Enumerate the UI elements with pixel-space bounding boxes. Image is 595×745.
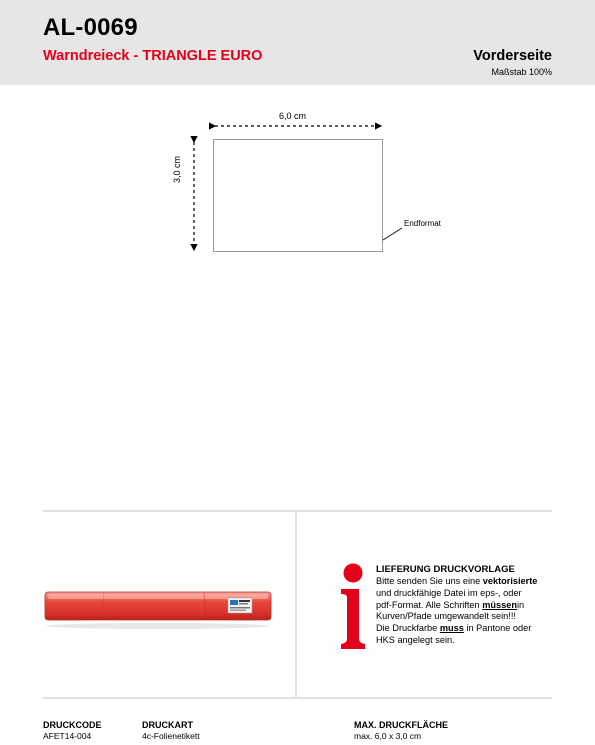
info-line-1: Bitte senden Sie uns eine vektorisierte [376, 576, 538, 586]
druckart-block [142, 720, 200, 741]
info-line-4: Kurven/Pfade umgewandelt sein!!! [376, 611, 516, 622]
divider-bottom [43, 697, 552, 699]
druckcode-label: DRUCKCODE [43, 720, 102, 730]
druckart-label: DRUCKART [142, 720, 193, 730]
info-line-6: HKS angelegt sein. [376, 634, 455, 645]
divider-middle [295, 512, 297, 698]
article-code: AL-0069 [43, 14, 138, 41]
info-line-3: pdf-Format. Alle Schriften müssenin [376, 599, 525, 610]
format-drawing [0, 85, 595, 285]
product-image [44, 590, 272, 634]
druckflaeche-block [354, 720, 448, 741]
info-title: LIEFERUNG DRUCKVORLAGE [376, 564, 515, 575]
endformat-leader-line [383, 228, 402, 240]
info-icon [338, 563, 368, 651]
info-line-2: und druckfähige Datei im eps-, oder [376, 587, 522, 598]
endformat-box [213, 139, 383, 252]
druckcode-value: AFET14-004 [43, 731, 92, 741]
druckflaeche-label: MAX. DRUCKFLÄCHE [354, 720, 448, 730]
druckflaeche-value: max. 6,0 x 3,0 cm [354, 731, 422, 741]
info-text [376, 576, 561, 647]
product-name: Warndreieck - TRIANGLE EURO [43, 48, 263, 64]
druckart-value: 4c-Folienetikett [142, 731, 200, 741]
header-band [0, 0, 595, 85]
scale-label: Maßstab 100% [491, 67, 552, 77]
endformat-label: Endformat [404, 219, 441, 228]
side-label: Vorderseite [473, 48, 552, 64]
info-line-5: Die Druckfarbe muss in Pantone oder [376, 623, 532, 634]
divider-top [43, 510, 552, 512]
width-label: 6,0 cm [279, 111, 307, 121]
druckcode-block [43, 720, 102, 741]
height-label: 3,0 cm [172, 155, 182, 183]
